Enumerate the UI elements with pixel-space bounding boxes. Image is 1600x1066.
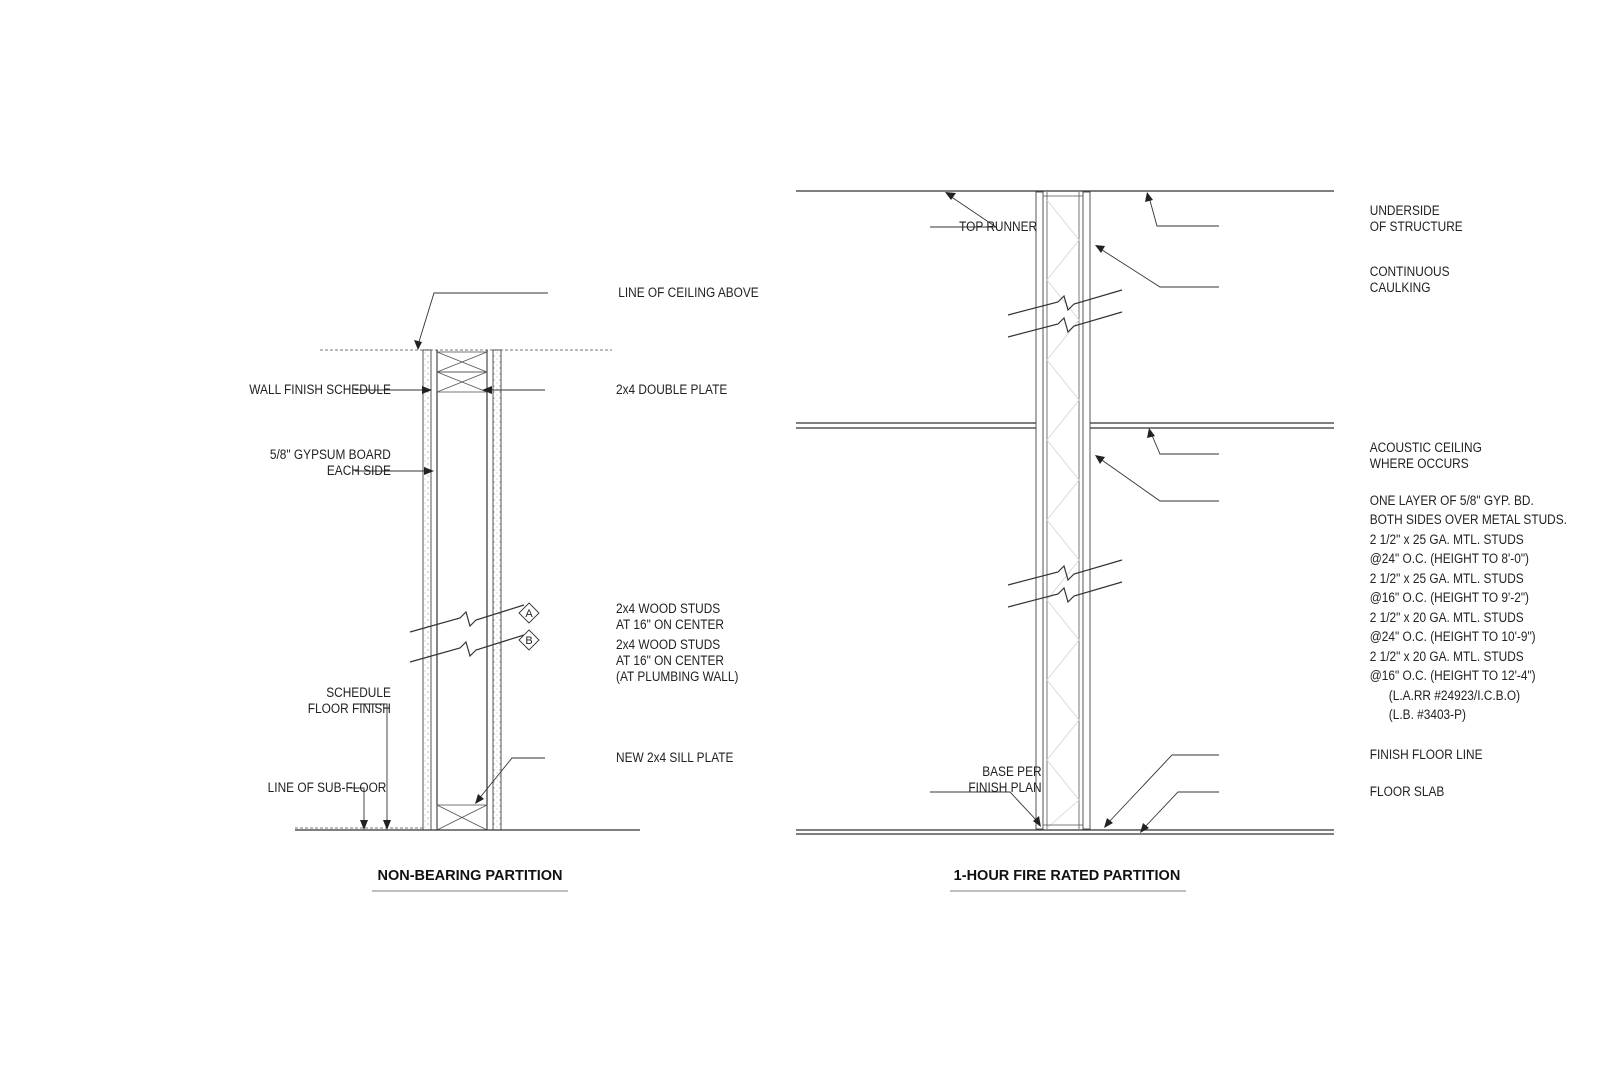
label-sill-plate: NEW 2x4 SILL PLATE [616, 749, 734, 766]
wood-stud-wall [410, 350, 524, 830]
spec-line-8: @24" O.C. (HEIGHT TO 10'-9") [1369, 628, 1536, 645]
label-floor-finish-line2: FLOOR FINISH [307, 700, 391, 717]
non-bearing-title: NON-BEARING PARTITION [377, 868, 563, 884]
fire-rated-title: 1-HOUR FIRE RATED PARTITION [953, 868, 1181, 884]
label-ceiling-line2: WHERE OCCURS [1369, 455, 1469, 472]
spec-line-3: 2 1/2" x 25 GA. MTL. STUDS [1369, 531, 1524, 548]
label-gypsum-board-line1: 5/8" GYPSUM BOARD [269, 446, 391, 463]
label-top-runner: TOP RUNNER [959, 218, 1038, 235]
right-gyp-bd [1083, 192, 1090, 829]
label-caulking-line2: CAULKING [1369, 279, 1431, 296]
tag-a-letter: A [525, 608, 533, 620]
spec-line-9: 2 1/2" x 20 GA. MTL. STUDS [1369, 648, 1524, 665]
left-gyp-bd [1036, 192, 1043, 829]
left-gypsum-board [423, 350, 431, 830]
label-studs-b-line2: AT 16" ON CENTER [616, 652, 724, 669]
label-floor-slab: FLOOR SLAB [1369, 783, 1445, 800]
spec-line-10: @16" O.C. (HEIGHT TO 12'-4") [1369, 667, 1536, 684]
label-base-line2: FINISH PLAN [968, 779, 1042, 796]
label-caulking-line1: CONTINUOUS [1369, 263, 1450, 280]
non-bearing-partition-detail [249, 284, 758, 891]
fire-rated-partition-detail [796, 191, 1567, 891]
spec-line-7: 2 1/2" x 20 GA. MTL. STUDS [1369, 609, 1524, 626]
label-wall-finish-schedule: WALL FINISH SCHEDULE [249, 381, 391, 398]
spec-ref-2: (L.B. #3403-P) [1388, 706, 1466, 723]
acoustic-ceiling [796, 423, 1334, 428]
label-floor-finish-line1: SCHEDULE [326, 684, 391, 701]
spec-line-6: @16" O.C. (HEIGHT TO 9'-2") [1369, 589, 1530, 606]
label-sub-floor: LINE OF SUB-FLOOR [267, 779, 387, 796]
label-double-plate: 2x4 DOUBLE PLATE [616, 381, 728, 398]
fire-rated-leaders [930, 192, 1219, 833]
label-studs-b-line3: (AT PLUMBING WALL) [616, 668, 739, 685]
label-studs-b-line1: 2x4 WOOD STUDS [616, 636, 721, 653]
non-bearing-leaders [350, 293, 548, 830]
sill-plate [437, 805, 487, 830]
spec-ref-1: (L.A.RR #24923/I.C.B.O) [1388, 687, 1521, 704]
spec-line-5: 2 1/2" x 25 GA. MTL. STUDS [1369, 570, 1524, 587]
spec-line-4: @24" O.C. (HEIGHT TO 8'-0") [1369, 550, 1530, 567]
tag-b-letter: B [525, 635, 533, 647]
stud-tag-b [519, 630, 539, 650]
metal-stud-wall [1008, 192, 1122, 829]
spec-line-1: ONE LAYER OF 5/8" GYP. BD. [1369, 492, 1534, 509]
label-underside-line1: UNDERSIDE [1369, 202, 1440, 219]
label-gypsum-board-line2: EACH SIDE [326, 462, 391, 479]
label-finish-floor: FINISH FLOOR LINE [1369, 746, 1483, 763]
double-top-plate [437, 352, 487, 392]
label-underside-line2: OF STRUCTURE [1369, 218, 1463, 235]
label-base-line1: BASE PER [982, 763, 1042, 780]
label-line-of-ceiling: LINE OF CEILING ABOVE [618, 284, 759, 301]
fire-wall-break-lower [1008, 560, 1122, 607]
label-studs-a-line1: 2x4 WOOD STUDS [616, 600, 721, 617]
fire-wall-break-upper [1008, 290, 1122, 337]
stud-zigzag [1047, 200, 1079, 828]
right-gypsum-board [493, 350, 501, 830]
label-ceiling-line1: ACOUSTIC CEILING [1369, 439, 1482, 456]
spec-line-2: BOTH SIDES OVER METAL STUDS. [1369, 511, 1567, 528]
label-studs-a-line2: AT 16" ON CENTER [616, 616, 724, 633]
